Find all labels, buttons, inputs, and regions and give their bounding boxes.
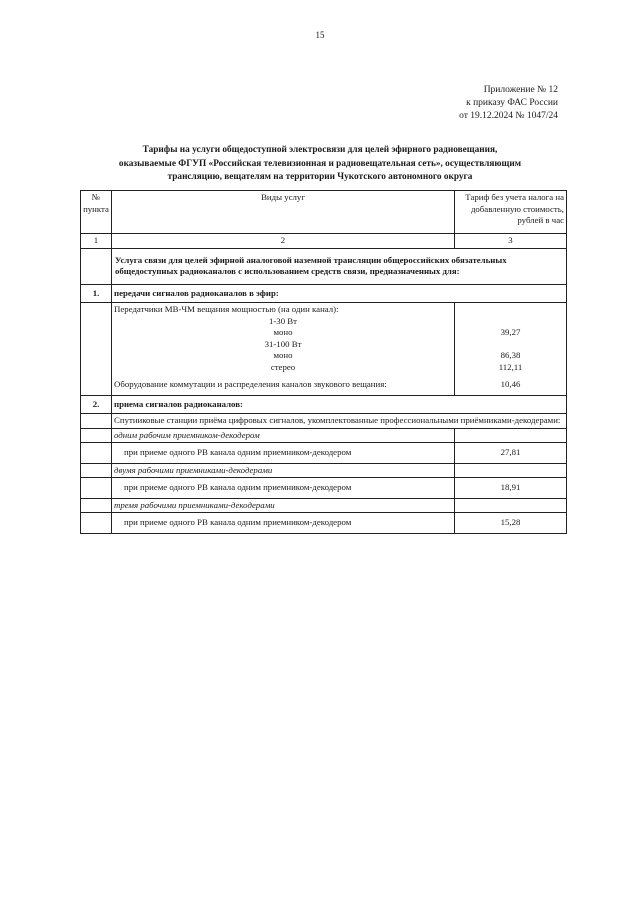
intro-empty-cell [81, 248, 112, 284]
equipment-label: Оборудование коммутации и распределения каналов звукового вещания: [114, 379, 387, 389]
appendix-line-2: к приказу ФАС России [466, 98, 558, 108]
group-label-1: одним рабочим приемником-декодером [112, 428, 455, 443]
item-value-2: 18,91 [455, 478, 567, 499]
power-range-2: 31-100 Вт [264, 338, 302, 349]
column-number-3: 3 [455, 234, 567, 249]
stations-label: Спутниковые станции приёма цифровых сигналов, укомплектованные профессиональными приёмниками-декодерами: [112, 414, 567, 429]
section-2-stations-row [81, 414, 567, 429]
appendix-reference [459, 84, 558, 123]
title-line-1: Тарифы на услуги общедоступной электросвязи для целей эфирного радиовещания, [142, 145, 498, 155]
equipment-value: 10,46 [500, 379, 521, 389]
item-row-1 [81, 443, 567, 464]
stereo-value-2: 112,11 [498, 361, 523, 372]
mono-value-1: 39,27 [500, 327, 521, 337]
group-label-3: тремя рабочими приемниками-декодерами [112, 498, 455, 513]
section-1-header-row [81, 284, 567, 303]
appendix-line-3: от 19.12.2024 № 1047/24 [459, 111, 558, 121]
appendix-line-1: Приложение № 12 [483, 85, 558, 95]
table-header-row [81, 191, 567, 234]
column-number-row [81, 234, 567, 249]
stereo-label-2: стерео [270, 361, 296, 372]
item-row-2 [81, 478, 567, 499]
header-item-number: № пункта [81, 191, 112, 234]
group-row-3 [81, 498, 567, 513]
section-1-empty-cell [81, 303, 112, 396]
section-2-empty-cell [81, 414, 112, 429]
header-service-type: Виды услуг [112, 191, 455, 234]
item-label-3: при приеме одного РВ канала одним приемником-декодером [112, 513, 455, 534]
column-number-1: 1 [81, 234, 112, 249]
header-tariff: Тариф без учета налога на добавленную стоимость, рублей в час [455, 191, 567, 234]
section-1-values [455, 303, 567, 396]
page-number: 15 [315, 30, 325, 40]
section-1-number: 1. [81, 284, 112, 303]
transmitters-label: Передатчики МВ-ЧМ вещания мощностью (на один канал): [114, 304, 339, 314]
item-label-2: при приеме одного РВ канала одним приемником-декодером [112, 478, 455, 499]
section-1-title: передачи сигналов радиоканалов в эфир: [112, 284, 567, 303]
mono-value-2: 86,38 [500, 350, 521, 360]
mono-label-1: моно [273, 327, 293, 337]
item-value-1: 27,81 [455, 443, 567, 464]
section-1-body-row [81, 303, 567, 396]
title-line-3: трансляцию, вещателям на территории Чукотского автономного округа [167, 172, 473, 182]
item-label-1: при приеме одного РВ канала одним приемником-декодером [112, 443, 455, 464]
section-2-title: приема сигналов радиоканалов: [112, 395, 567, 414]
column-number-2: 2 [112, 234, 455, 249]
section-2-header-row [81, 395, 567, 414]
item-row-3 [81, 513, 567, 534]
group-label-2: двумя рабочими приемниками-декодерами [112, 463, 455, 478]
intro-text: Услуга связи для целей эфирной аналоговой наземной трансляции общероссийских обязательных общедоступных радиоканалов с использованием средств связи, предназначенных для: [112, 248, 567, 284]
item-value-3: 15,28 [455, 513, 567, 534]
group-row-2 [81, 463, 567, 478]
power-range-1: 1-30 Вт [268, 315, 298, 326]
section-1-services [112, 303, 455, 396]
section-2-number: 2. [81, 395, 112, 414]
group-row-1 [81, 428, 567, 443]
document-title [80, 144, 560, 185]
title-line-2: оказываемые ФГУП «Российская телевизионная и радиовещательная сеть», осуществляющим [118, 158, 522, 169]
intro-row [81, 248, 567, 284]
tariff-table [80, 190, 567, 534]
mono-label-2: моно [273, 350, 293, 360]
